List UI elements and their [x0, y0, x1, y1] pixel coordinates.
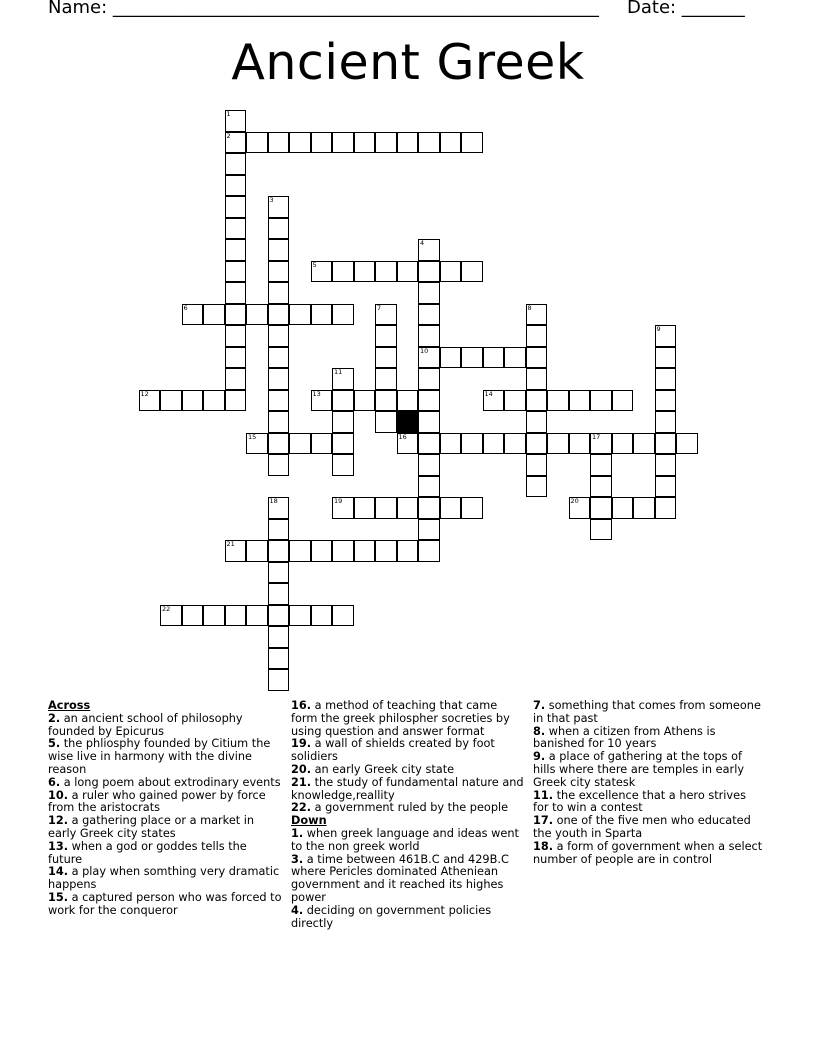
clue-number: 10 — [420, 346, 429, 355]
clue-item-text: a method of teaching that came form the greek philospher socreties by using question and answer format — [291, 699, 510, 738]
grid-cell[interactable] — [569, 433, 591, 455]
clue-item-text: a long poem about extrodinary events — [60, 775, 281, 789]
grid-cell[interactable] — [268, 196, 290, 218]
grid-cell[interactable] — [332, 454, 354, 476]
grid-cell[interactable] — [332, 540, 354, 562]
grid-cell[interactable] — [268, 304, 290, 326]
grid-cell[interactable] — [268, 626, 290, 648]
grid-cell[interactable] — [332, 390, 354, 412]
grid-cell[interactable] — [354, 540, 376, 562]
grid-cell[interactable] — [461, 132, 483, 154]
grid-cell[interactable] — [203, 304, 225, 326]
clue-number: 11 — [334, 368, 343, 376]
clue-item — [533, 815, 763, 841]
grid-cell[interactable] — [375, 368, 397, 390]
clue-item-text: deciding on government policies directly — [291, 903, 492, 930]
clue-item-number: 14. — [48, 865, 69, 879]
clue-item-text: a wall of shields created by foot solidiers — [291, 737, 495, 764]
grid-cell[interactable] — [375, 497, 397, 519]
grid-cell[interactable] — [526, 476, 548, 498]
grid-cell[interactable] — [547, 390, 569, 412]
grid-cell[interactable] — [375, 347, 397, 369]
clue-item-number: 2. — [48, 711, 61, 725]
grid-cell[interactable] — [655, 368, 677, 390]
grid-cell[interactable] — [526, 347, 548, 369]
grid-cell[interactable] — [397, 261, 419, 283]
grid-cell[interactable] — [225, 110, 247, 132]
grid-cell[interactable] — [268, 433, 290, 455]
grid-cell[interactable] — [268, 368, 290, 390]
grid-cell[interactable] — [246, 304, 268, 326]
grid-cell[interactable] — [246, 433, 268, 455]
grid-cell[interactable] — [418, 282, 440, 304]
grid-cell[interactable] — [225, 390, 247, 412]
grid-cell[interactable] — [676, 433, 698, 455]
grid-cell[interactable] — [225, 282, 247, 304]
grid-cell[interactable] — [590, 476, 612, 498]
clue-number: 12 — [140, 389, 149, 398]
clue-item-number: 1. — [291, 826, 304, 840]
grid-cell[interactable] — [354, 132, 376, 154]
clue-item-number: 17. — [533, 814, 554, 828]
grid-cell[interactable] — [655, 476, 677, 498]
grid-cell[interactable] — [590, 433, 612, 455]
grid-cell[interactable] — [440, 261, 462, 283]
grid-cell[interactable] — [289, 132, 311, 154]
clue-item-number: 15. — [48, 890, 69, 904]
grid-cell[interactable] — [268, 454, 290, 476]
clue-item-number: 9. — [533, 750, 546, 764]
clue-item-number: 5. — [48, 737, 61, 751]
clue-item-number: 16. — [291, 699, 312, 712]
clue-number: 19 — [334, 497, 343, 505]
grid-cell[interactable] — [375, 132, 397, 154]
grid-cell[interactable] — [569, 497, 591, 519]
grid-cell[interactable] — [225, 132, 247, 154]
clue-item-text: a gathering place or a market in early Greek city states — [48, 814, 255, 840]
grid-cell[interactable] — [225, 540, 247, 562]
clue-item-text: a form of government when a select number of people are in control — [533, 839, 763, 866]
grid-cell[interactable] — [418, 433, 440, 455]
clue-item — [48, 866, 283, 892]
clue-number: 20 — [570, 497, 579, 505]
grid-cell[interactable] — [311, 540, 333, 562]
clue-item-number: 21. — [291, 775, 312, 789]
clue-item — [533, 790, 763, 816]
clue-item-text: a ruler who gained power by force from the aristocrats — [48, 788, 266, 815]
clue-number: 18 — [269, 497, 278, 505]
grid-cell[interactable] — [418, 390, 440, 412]
grid-cell[interactable] — [289, 304, 311, 326]
grid-cell[interactable] — [504, 347, 526, 369]
grid-cell[interactable] — [418, 476, 440, 498]
grid-cell[interactable] — [268, 325, 290, 347]
grid-cell[interactable] — [332, 261, 354, 283]
grid-cell[interactable] — [418, 368, 440, 390]
grid-cell[interactable] — [526, 304, 548, 326]
grid-cell[interactable] — [225, 347, 247, 369]
date-field[interactable]: Date: _______ — [627, 0, 745, 18]
clue-heading: Down — [291, 814, 327, 828]
clue-number: 16 — [398, 432, 407, 441]
clue-item — [48, 790, 283, 816]
clues-column-2 — [291, 700, 526, 930]
grid-cell[interactable] — [311, 132, 333, 154]
grid-cell[interactable] — [268, 497, 290, 519]
clue-number: 6 — [183, 303, 188, 312]
clue-item-number: 18. — [533, 839, 554, 853]
grid-cell[interactable] — [418, 304, 440, 326]
grid-cell[interactable] — [268, 605, 290, 627]
grid-cell[interactable] — [418, 540, 440, 562]
grid-cell[interactable] — [225, 153, 247, 175]
grid-cell[interactable] — [225, 239, 247, 261]
clue-number: 4 — [420, 239, 425, 247]
grid-cell[interactable] — [418, 132, 440, 154]
clue-number: 13 — [312, 389, 321, 398]
grid-cell[interactable] — [590, 454, 612, 476]
grid-cell[interactable] — [139, 390, 161, 412]
clue-item-text: an early Greek city state — [311, 762, 455, 776]
clue-heading: Across — [48, 699, 91, 712]
grid-cell[interactable] — [397, 497, 419, 519]
grid-cell[interactable] — [375, 304, 397, 326]
clue-item-text: a government ruled by the people — [311, 801, 509, 815]
grid-cell[interactable] — [418, 519, 440, 541]
grid-cell[interactable] — [289, 540, 311, 562]
grid-cell[interactable] — [633, 433, 655, 455]
grid-cell[interactable] — [655, 433, 677, 455]
grid-cell[interactable] — [225, 218, 247, 240]
grid-cell[interactable] — [526, 454, 548, 476]
grid-cell[interactable] — [397, 390, 419, 412]
grid-cell[interactable] — [461, 433, 483, 455]
grid-cell[interactable] — [612, 497, 634, 519]
clue-item-number: 20. — [291, 762, 312, 776]
grid-cell[interactable] — [311, 605, 333, 627]
grid-cell[interactable] — [160, 605, 182, 627]
clue-number: 7 — [377, 303, 382, 312]
clue-item — [291, 828, 526, 854]
clue-item-number: 10. — [48, 788, 69, 802]
clue-number: 21 — [226, 540, 235, 548]
grid-cell[interactable] — [418, 347, 440, 369]
clue-item — [291, 700, 526, 738]
grid-cell[interactable] — [182, 304, 204, 326]
grid-cell[interactable] — [440, 347, 462, 369]
grid-cell[interactable] — [655, 454, 677, 476]
clues-column-3 — [533, 700, 763, 866]
clue-item-number: 13. — [48, 839, 69, 853]
clue-item-text: a captured person who was forced to work for the conqueror — [48, 890, 282, 917]
clues-column-1 — [48, 700, 283, 918]
clue-item — [291, 777, 526, 803]
grid-cell[interactable] — [612, 390, 634, 412]
clue-item-number: 19. — [291, 737, 312, 751]
clue-item — [533, 726, 763, 752]
grid-cell[interactable] — [268, 583, 290, 605]
clue-number: 2 — [226, 131, 231, 140]
grid-cell[interactable] — [311, 390, 333, 412]
clue-item-text: the study of fundamental nature and knowledge,reallity — [291, 775, 524, 802]
clue-item — [533, 700, 763, 726]
grid-cell[interactable] — [354, 497, 376, 519]
grid-cell[interactable] — [526, 325, 548, 347]
grid-cell[interactable] — [418, 454, 440, 476]
clue-number: 15 — [248, 432, 257, 441]
grid-cell[interactable] — [182, 390, 204, 412]
grid-cell[interactable] — [225, 196, 247, 218]
clue-item-number: 11. — [533, 788, 554, 802]
grid-cell[interactable] — [375, 325, 397, 347]
grid-cell[interactable] — [289, 605, 311, 627]
grid-cell[interactable] — [655, 390, 677, 412]
clue-number: 14 — [484, 389, 493, 398]
grid-cell[interactable] — [547, 433, 569, 455]
grid-cell[interactable] — [203, 605, 225, 627]
grid-cell[interactable] — [289, 433, 311, 455]
grid-cell[interactable] — [332, 433, 354, 455]
grid-cell[interactable] — [397, 132, 419, 154]
grid-cell[interactable] — [418, 261, 440, 283]
clue-item-text: a time between 461B.C and 429B.C where Pericles dominated Atheniean government and it reached its highes power — [291, 852, 509, 904]
clue-item-text: one of the five men who educated the youth in Sparta — [533, 814, 751, 840]
clue-item — [48, 815, 283, 841]
clue-number: 9 — [656, 325, 661, 333]
clue-item — [48, 713, 283, 739]
clue-item-text: when greek language and ideas went to the non greek world — [291, 826, 519, 853]
clue-item — [48, 841, 283, 867]
clue-number: 22 — [162, 604, 171, 613]
clue-item-number: 7. — [533, 699, 546, 712]
clue-item-text: an ancient school of philosophy founded by Epicurus — [48, 711, 243, 738]
grid-cell[interactable] — [461, 497, 483, 519]
clue-item-text: the phliosphy founded by Citium the wise live in harmony with the divine reason — [48, 737, 271, 776]
grid-cell[interactable] — [268, 132, 290, 154]
grid-cell[interactable] — [268, 562, 290, 584]
clue-item — [291, 738, 526, 764]
grid-cell[interactable] — [526, 433, 548, 455]
clue-number: 5 — [312, 260, 317, 269]
grid-cell[interactable] — [526, 390, 548, 412]
clue-number: 8 — [527, 303, 532, 312]
grid-cell[interactable] — [375, 261, 397, 283]
grid-cell[interactable] — [268, 218, 290, 240]
grid-cell[interactable] — [526, 368, 548, 390]
clue-item-text: a place of gathering at the tops of hills where there are temples in early Greek city statesk — [533, 750, 745, 789]
grid-cell[interactable] — [225, 368, 247, 390]
grid-cell[interactable] — [590, 497, 612, 519]
grid-cell[interactable] — [397, 540, 419, 562]
grid-cell[interactable] — [203, 390, 225, 412]
grid-cell[interactable] — [655, 325, 677, 347]
grid-cell[interactable] — [332, 411, 354, 433]
grid-cell[interactable] — [418, 411, 440, 433]
grid-cell[interactable] — [418, 239, 440, 261]
grid-cell[interactable] — [268, 519, 290, 541]
grid-cell[interactable] — [440, 497, 462, 519]
grid-cell[interactable] — [526, 411, 548, 433]
grid-cell[interactable] — [225, 325, 247, 347]
grid-cell[interactable] — [246, 132, 268, 154]
grid-cell[interactable] — [225, 175, 247, 197]
grid-cell[interactable] — [504, 390, 526, 412]
grid-cell[interactable] — [418, 497, 440, 519]
clue-item-text: when a citizen from Athens is banished for 10 years — [533, 724, 716, 751]
grid-cell[interactable] — [268, 411, 290, 433]
clue-item-number: 12. — [48, 814, 69, 828]
grid-cell[interactable] — [225, 605, 247, 627]
grid-cell[interactable] — [590, 519, 612, 541]
grid-cell[interactable] — [375, 540, 397, 562]
grid-cell[interactable] — [375, 390, 397, 412]
clue-number: 1 — [226, 110, 231, 118]
clue-item-text: when a god or goddes tells the future — [48, 839, 247, 866]
grid-cell[interactable] — [354, 261, 376, 283]
puzzle-title: Ancient Greek — [231, 34, 585, 91]
grid-cell[interactable] — [225, 261, 247, 283]
clue-item — [48, 738, 283, 776]
grid-cell[interactable] — [311, 433, 333, 455]
grid-cell[interactable] — [461, 261, 483, 283]
clue-item-number: 6. — [48, 775, 61, 789]
clue-item-text: a play when somthing very dramatic happens — [48, 865, 280, 892]
grid-cell[interactable] — [483, 433, 505, 455]
grid-cell[interactable] — [440, 132, 462, 154]
clue-item — [291, 905, 526, 931]
black-cell — [397, 411, 419, 433]
grid-cell[interactable] — [182, 605, 204, 627]
grid-cell[interactable] — [569, 390, 591, 412]
grid-cell[interactable] — [655, 497, 677, 519]
grid-cell[interactable] — [375, 411, 397, 433]
grid-cell[interactable] — [633, 497, 655, 519]
grid-cell[interactable] — [332, 132, 354, 154]
clue-item-number: 22. — [291, 801, 312, 815]
grid-cell[interactable] — [160, 390, 182, 412]
grid-cell[interactable] — [268, 669, 290, 691]
clue-item — [291, 854, 526, 905]
grid-cell[interactable] — [418, 325, 440, 347]
grid-cell[interactable] — [332, 605, 354, 627]
clue-number: 17 — [592, 432, 601, 441]
clue-item — [533, 751, 763, 789]
grid-cell[interactable] — [311, 304, 333, 326]
grid-cell[interactable] — [332, 368, 354, 390]
grid-cell[interactable] — [655, 347, 677, 369]
clue-item-number: 3. — [291, 852, 304, 866]
clue-item — [48, 892, 283, 918]
grid-cell[interactable] — [246, 540, 268, 562]
grid-cell[interactable] — [268, 282, 290, 304]
grid-cell[interactable] — [268, 239, 290, 261]
grid-cell[interactable] — [612, 433, 634, 455]
grid-cell[interactable] — [268, 347, 290, 369]
clue-number: 3 — [269, 196, 274, 204]
clue-item-number: 4. — [291, 903, 304, 917]
grid-cell[interactable] — [397, 433, 419, 455]
grid-cell[interactable] — [311, 261, 333, 283]
grid-cell[interactable] — [461, 347, 483, 369]
grid-cell[interactable] — [268, 540, 290, 562]
name-field[interactable]: Name: ______________________________________________________ — [48, 0, 599, 18]
clue-item-text: something that comes from someone in that past — [533, 699, 761, 725]
grid-cell[interactable] — [483, 347, 505, 369]
grid-cell[interactable] — [332, 497, 354, 519]
grid-cell[interactable] — [655, 411, 677, 433]
grid-cell[interactable] — [483, 390, 505, 412]
grid-cell[interactable] — [590, 390, 612, 412]
grid-cell[interactable] — [246, 605, 268, 627]
grid-cell[interactable] — [354, 390, 376, 412]
grid-cell[interactable] — [268, 261, 290, 283]
grid-cell[interactable] — [332, 304, 354, 326]
clue-item — [533, 841, 763, 867]
grid-cell[interactable] — [268, 648, 290, 670]
grid-cell[interactable] — [225, 304, 247, 326]
clue-item-number: 8. — [533, 724, 546, 738]
grid-cell[interactable] — [440, 433, 462, 455]
grid-cell[interactable] — [268, 390, 290, 412]
clue-item-text: the excellence that a hero strives for to win a contest — [533, 788, 746, 815]
grid-cell[interactable] — [504, 433, 526, 455]
